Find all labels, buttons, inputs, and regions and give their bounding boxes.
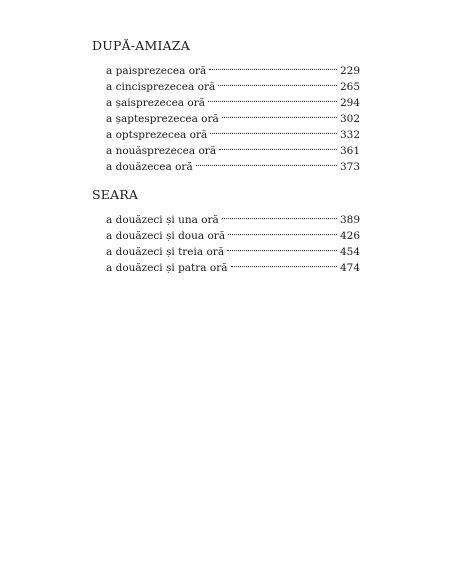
entry-page-number: 302: [339, 113, 360, 125]
entry-label: a paisprezecea oră: [106, 65, 207, 77]
entry-label: a douăzeci și treia oră: [106, 246, 225, 258]
toc-entry-list: [92, 207, 360, 274]
toc-entry[interactable]: [106, 207, 360, 226]
leader-dots: [208, 90, 337, 106]
entry-label: a douăzecea oră: [106, 161, 193, 173]
entry-label: a cincisprezecea oră: [106, 81, 216, 93]
toc-entry-list: [92, 58, 360, 173]
leader-dots: [210, 122, 337, 138]
toc-entry[interactable]: [106, 58, 360, 77]
entry-label: a nouăsprezecea oră: [106, 145, 217, 157]
leader-dots: [222, 207, 337, 223]
entry-page-number: 361: [339, 145, 360, 157]
entry-page-number: 454: [339, 246, 360, 258]
entry-label: a șaisprezecea oră: [106, 97, 205, 109]
entry-page-number: 474: [339, 262, 360, 274]
entry-page-number: 332: [339, 129, 360, 141]
leader-dots: [219, 138, 337, 154]
leader-dots: [227, 239, 337, 255]
entry-label: a optsprezecea oră: [106, 129, 208, 141]
leader-dots: [209, 58, 337, 74]
entry-page-number: 426: [339, 230, 360, 242]
leader-dots: [228, 223, 337, 239]
section-title: DUPĂ-AMIAZA: [92, 38, 190, 53]
toc-section-evening: [92, 187, 360, 274]
entry-page-number: 265: [339, 81, 360, 93]
leader-dots: [222, 106, 337, 122]
toc-section-afternoon: [92, 38, 360, 173]
entry-page-number: 373: [339, 161, 360, 173]
entry-page-number: 389: [339, 214, 360, 226]
entry-label: a douăzeci și doua oră: [106, 230, 226, 242]
entry-page-number: 229: [339, 65, 360, 77]
entry-label: a douăzeci și patra oră: [106, 262, 228, 274]
entry-page-number: 294: [339, 97, 360, 109]
entry-label: a douăzeci și una oră: [106, 214, 219, 226]
section-title: SEARA: [92, 187, 139, 202]
leader-dots: [218, 74, 337, 90]
leader-dots: [231, 255, 337, 271]
leader-dots: [196, 154, 337, 170]
entry-label: a șaptesprezecea oră: [106, 113, 219, 125]
